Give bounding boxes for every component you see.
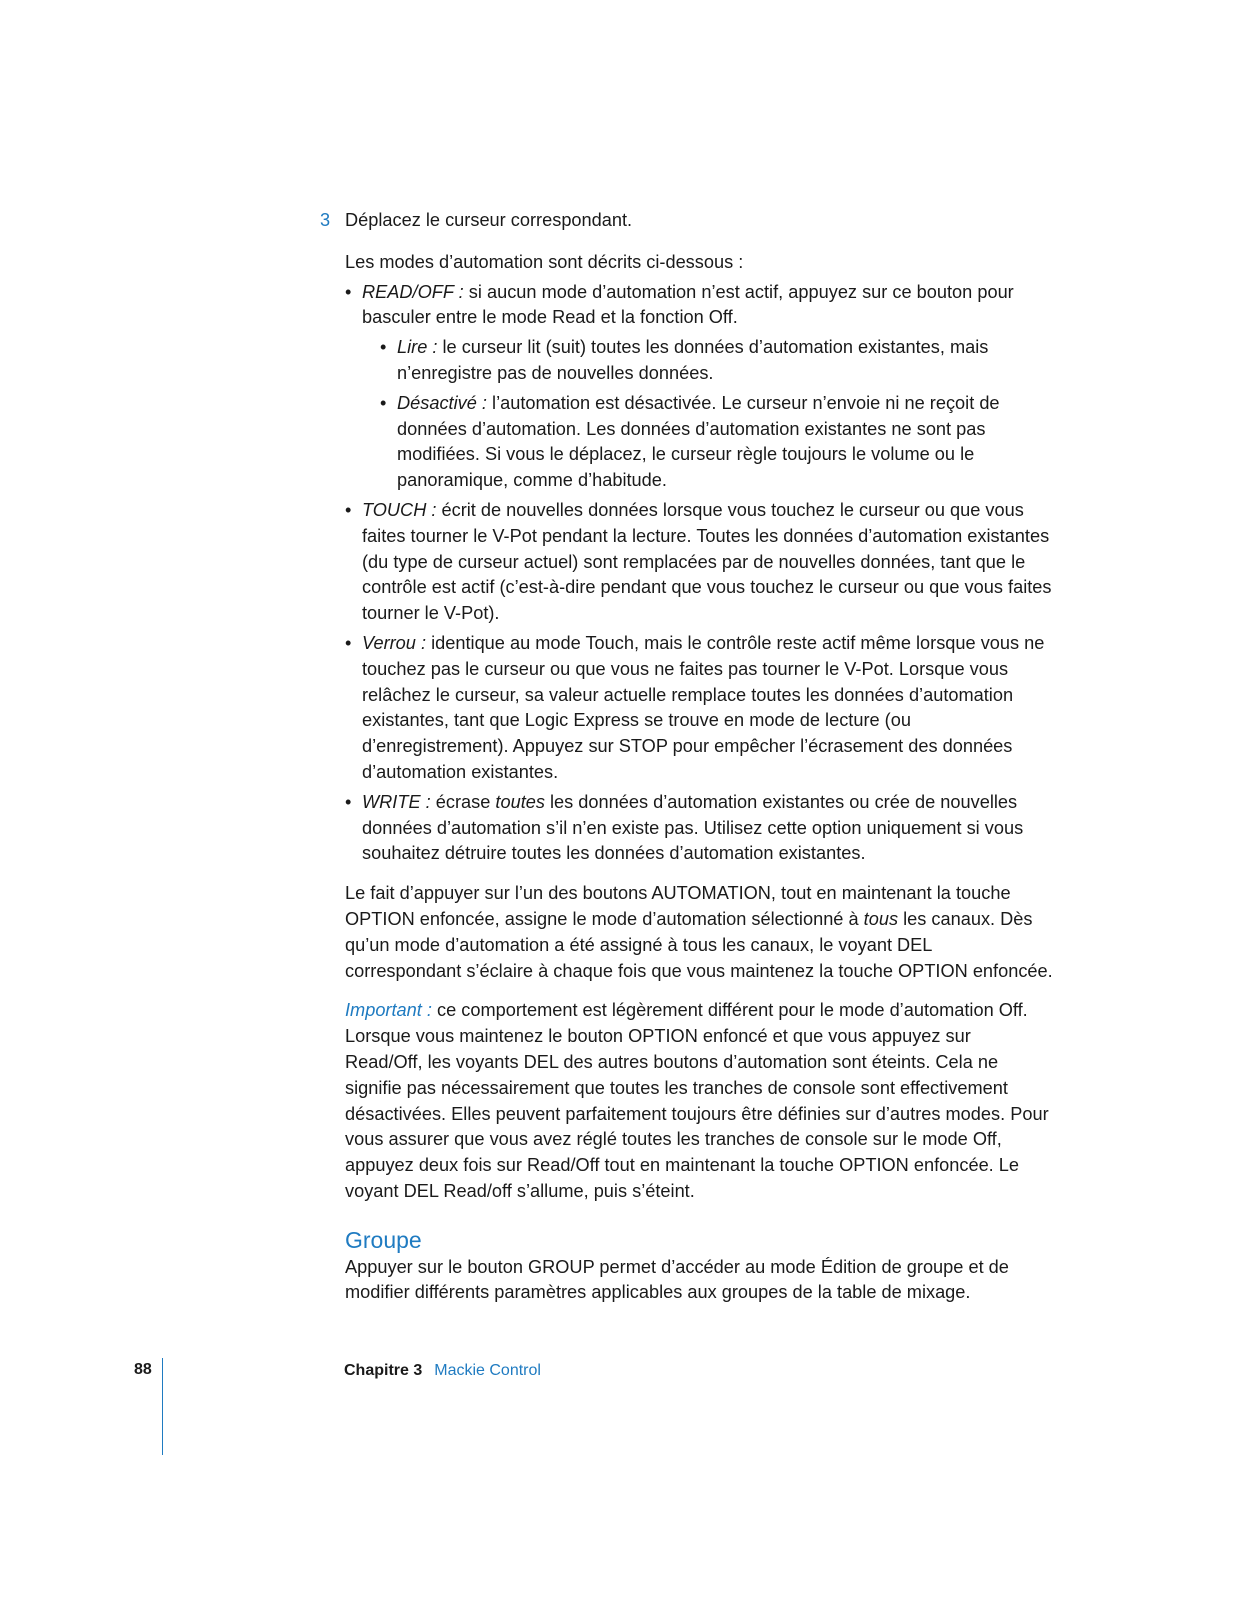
list-item-desactive: [380, 391, 1053, 494]
important-note: [345, 998, 1053, 1204]
modes-intro: Les modes d’automation sont décrits ci-dessous :: [345, 251, 744, 272]
option-emphasis: tous: [863, 908, 899, 929]
list-item-read-off: [345, 280, 1053, 494]
important-label: Important :: [345, 1000, 432, 1021]
read-off-sub-list: [380, 335, 1053, 494]
bullet-icon: •: [380, 392, 387, 413]
bullet-icon: •: [345, 791, 352, 812]
list-item-lire: [380, 335, 1053, 387]
section-text-groupe: Appuyer sur le bouton GROUP permet d’accéder au mode Édition de groupe et de modifier différents paramètres applicables aux groupes de la table de mixage.: [345, 1256, 1009, 1303]
desc-write-emphasis: toutes: [495, 791, 545, 812]
option-text-before: Le fait d’appuyer sur l’un des boutons AUTOMATION, tout en maintenant la touche OPTION enfoncée, assigne le mode d’automation sélectionné à: [345, 883, 1011, 929]
term-desactive: Désactivé :: [397, 392, 487, 413]
desc-write-after: les données d’automation existantes ou crée de nouvelles données d’automation s’il n’en existe pas. Utilisez cette option uniquement si vous souhaitez détruire toutes les données d’automation existantes.: [362, 791, 1024, 864]
term-write: WRITE :: [362, 791, 431, 812]
desc-lire: le curseur lit (suit) toutes les données d’automation existantes, mais n’enregistre pas de nouvelles données.: [397, 337, 989, 383]
desc-read-off: si aucun mode d’automation n’est actif, appuyez sur ce bouton pour basculer entre le mode Read et la fonction Off.: [362, 281, 1014, 328]
step-3: [320, 208, 1053, 234]
list-item-touch: [345, 498, 1053, 627]
page-number: 88: [134, 1361, 152, 1378]
desc-write-before: écrase: [430, 791, 496, 812]
chapter-title: Mackie Control: [434, 1362, 541, 1379]
term-lire: Lire :: [397, 337, 438, 358]
term-verrou: Verrou :: [362, 632, 427, 653]
step-text: Déplacez le curseur correspondant.: [345, 210, 633, 230]
step-number: 3: [320, 210, 331, 230]
option-text-after: les canaux. Dès qu’un mode d’automation a été assigné à tous les canaux, le voyant DEL correspondant s’éclaire à chaque fois que vous maintenez la touche OPTION enfoncée.: [345, 908, 1053, 981]
bullet-icon: •: [345, 499, 352, 520]
desc-touch: écrit de nouvelles données lorsque vous touchez le curseur ou que vous faites tourner le V-Pot pendant la lecture. Toutes les données d’automation existantes (du type de curseur actuel) sont remplacées par de nouvelles données, tant que le contrôle est actif (c’est-à-dire pendant que vous touchez le curseur ou que vous faites tourner le V-Pot).: [362, 499, 1052, 624]
list-item-verrou: [345, 631, 1053, 786]
chapter-label: Chapitre 3: [344, 1362, 423, 1379]
footer-divider: [162, 1358, 163, 1455]
automation-modes-list: [345, 280, 1053, 868]
bullet-icon: •: [345, 632, 352, 653]
list-item-write: [345, 790, 1053, 867]
term-read-off: READ/OFF :: [362, 281, 464, 302]
option-paragraph: [345, 881, 1053, 984]
section-heading-groupe: Groupe: [345, 1226, 422, 1253]
bullet-icon: •: [380, 337, 387, 358]
page-content: [320, 208, 1053, 1306]
desc-desactive: l’automation est désactivée. Le curseur n’envoie ni ne reçoit de données d’automation. Les données d’automation existantes ne sont pas modifiées. Si vous le déplacez, le curseur règle toujours le volume ou le panoramique, comme d’habitude.: [397, 392, 1000, 491]
desc-verrou: identique au mode Touch, mais le contrôle reste actif même lorsque vous ne touchez pas le curseur ou que vous ne faites pas tourner le V-Pot. Lorsque vous relâchez le curseur, sa valeur actuelle remplace toutes les données d’automation existantes, tant que Logic Express se trouve en mode de lecture (ou d’enregistrement). Appuyez sur STOP pour empêcher l’écrasement des données d’automation existantes.: [362, 632, 1045, 782]
footer-chapter: [344, 1362, 541, 1380]
bullet-icon: •: [345, 281, 352, 302]
term-touch: TOUCH :: [362, 499, 437, 520]
important-text: ce comportement est légèrement différent pour le mode d’automation Off. Lorsque vous maintenez le bouton OPTION enfoncé et que vous appuyez sur Read/Off, les voyants DEL des autres boutons d’automation sont éteints. Cela ne signifie pas nécessairement que toutes les tranches de console sont effectivement désactivées. Elles peuvent parfaitement toujours être définies sur d’autres modes. Pour vous assurer que vous avez réglé toutes les tranches de console sur le mode Off, appuyez deux fois sur Read/Off tout en maintenant la touche OPTION enfoncée. Le voyant DEL Read/off s’allume, puis s’éteint.: [345, 1000, 1049, 1201]
